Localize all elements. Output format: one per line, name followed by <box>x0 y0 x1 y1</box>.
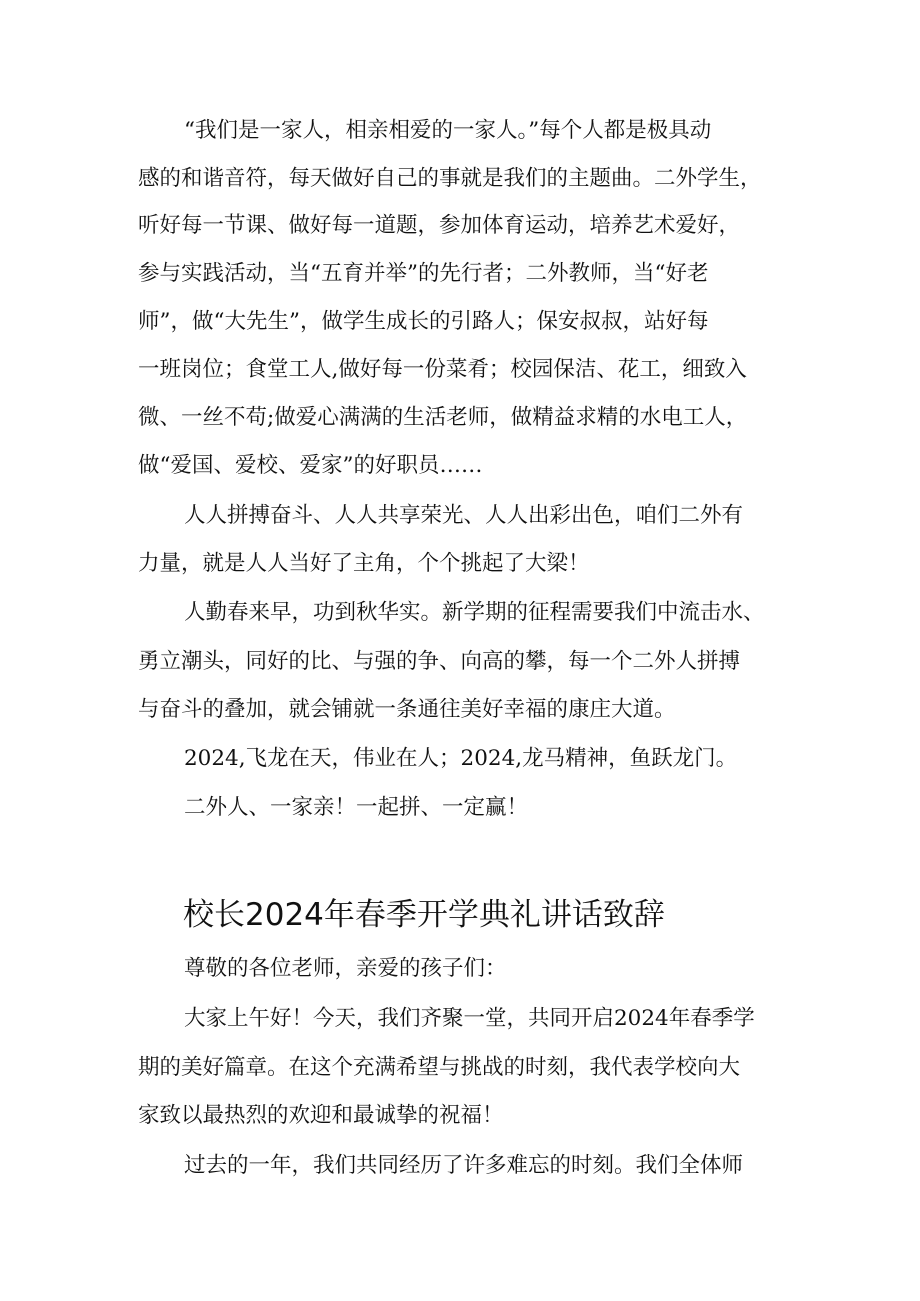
paragraph-line: 参与实践活动，当“五育并举”的先行者；二外教师，当“好老 <box>138 261 709 286</box>
paragraph-line: 听好每一节课、做好每一道题，参加体育运动，培养艺术爱好， <box>138 213 741 238</box>
salutation-line: 尊敬的各位老师，亲爱的孩子们： <box>184 956 507 981</box>
paragraph-line: 师”，做“大先生”，做学生成长的引路人；保安叔叔，站好每 <box>138 309 709 334</box>
paragraph-line: 一班岗位；食堂工人,做好每一份菜肴；校园保洁、花工，细致入 <box>138 357 747 382</box>
paragraph-line: “我们是一家人，相亲相爱的一家人。”每个人都是极具动 <box>184 118 712 143</box>
paragraph-line: 与奋斗的叠加，就会铺就一条通往美好幸福的康庄大道。 <box>138 697 676 722</box>
paragraph-line: 大家上午好！今天，我们齐聚一堂，共同开启2024年春季学 <box>184 1006 755 1031</box>
paragraph-line: 家致以最热烈的欢迎和最诚挚的祝福！ <box>138 1103 504 1128</box>
paragraph-line: 人勤春来早，功到秋华实。新学期的征程需要我们中流击水、 <box>184 600 765 625</box>
paragraph-line: 力量，就是人人当好了主角，个个挑起了大梁！ <box>138 551 590 576</box>
paragraph-line: 二外人、一家亲！一起拼、一定赢！ <box>184 795 529 820</box>
paragraph-line: 期的美好篇章。在这个充满希望与挑战的时刻，我代表学校向大 <box>138 1055 741 1080</box>
section-title: 校长2024年春季开学典礼讲话致辞 <box>183 897 665 933</box>
paragraph-line: 勇立潮头，同好的比、与强的争、向高的攀，每一个二外人拼搏 <box>138 649 741 674</box>
paragraph-line: 微、一丝不苟;做爱心满满的生活老师，做精益求精的水电工人， <box>138 405 748 430</box>
paragraph-line: 做“爱国、爱校、爱家”的好职员…… <box>138 453 483 478</box>
paragraph-line: 2024,飞龙在天，伟业在人；2024,龙马精神，鱼跃龙门。 <box>184 746 738 771</box>
paragraph-line: 过去的一年，我们共同经历了许多难忘的时刻。我们全体师 <box>184 1153 744 1178</box>
paragraph-line: 人人拼搏奋斗、人人共享荣光、人人出彩出色，咱们二外有 <box>184 503 744 528</box>
paragraph-line: 感的和谐音符，每天做好自己的事就是我们的主题曲。二外学生， <box>138 166 762 191</box>
